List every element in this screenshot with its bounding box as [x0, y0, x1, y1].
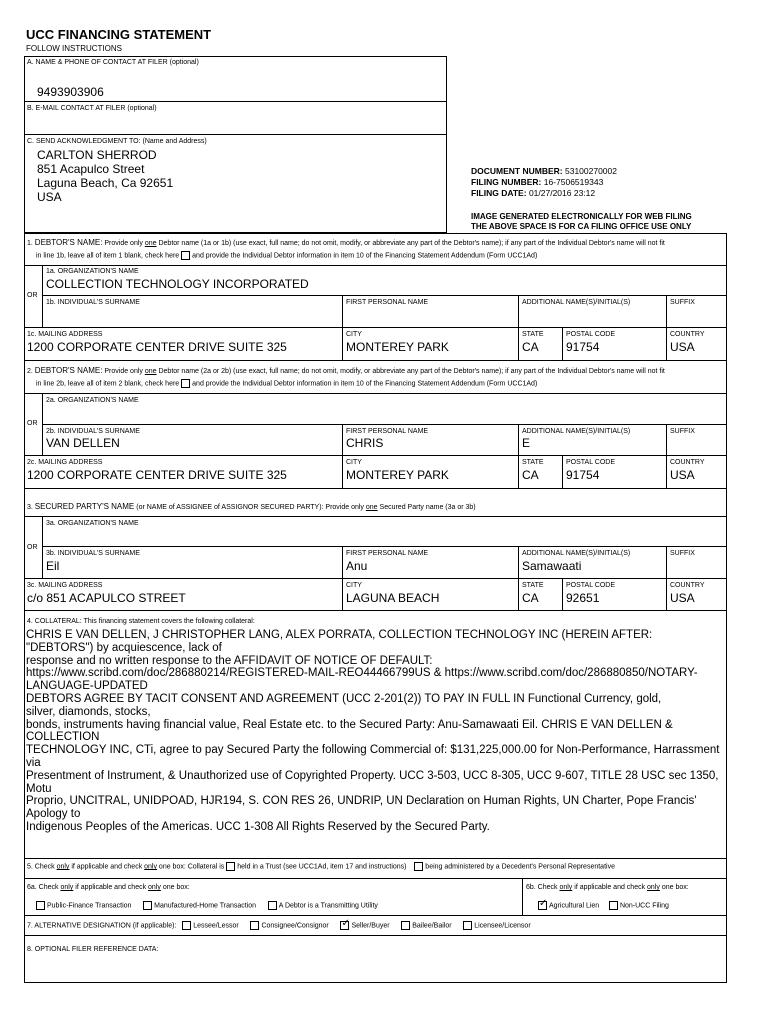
debtor2-city: MONTEREY PARK [346, 468, 449, 482]
image-note: IMAGE GENERATED ELECTRONICALLY FOR WEB FILING [471, 212, 692, 221]
debtor2-additional: E [522, 436, 531, 450]
secured-city-label: CITY [346, 582, 362, 589]
debtor2-surname: VAN DELLEN [46, 436, 120, 450]
debtor1-instructions: 1. DEBTOR'S NAME: Provide only one Debtor name (1a or 1b) (use exact, full name; do not omit, modify, or abbreviate any part of the Debtor's name); if any part of the Individual Debtor's name will not fit [27, 238, 665, 247]
collateral-line: LANGUAGE-UPDATED [26, 680, 148, 693]
debtor2-additional-label: ADDITIONAL NAME(S)/INITIAL(S) [522, 428, 631, 435]
secured-instructions: 3. SECURED PARTY'S NAME (or NAME of ASSIGNEE of ASSIGNOR SECURED PARTY): Provide only one Secured Party name (3a or 3b) [27, 502, 476, 511]
collateral-line: "DEBTORS") by acquiescence, lack of [26, 641, 222, 654]
filing-date: FILING DATE: 01/27/2016 23:12 [471, 188, 596, 198]
debtor2-state-label: STATE [522, 459, 544, 466]
secured-address: c/o 851 ACAPULCO STREET [27, 591, 186, 605]
item6a-options: Public-Finance Transaction Manufactured-Home Transaction A Debtor is a Transmitting Utility [36, 901, 378, 910]
debtor1-country-label: COUNTRY [670, 331, 705, 338]
secured-surname: Eil [46, 559, 60, 573]
collateral-text [26, 629, 724, 834]
debtor2-org-label: 2a. ORGANIZATION'S NAME [46, 397, 139, 404]
item6a-label: 6a. Check only if applicable and check only one box: [27, 884, 190, 891]
debtor2-instructions: 2. DEBTOR'S NAME: Provide only one Debtor name (2a or 2b) (use exact, full name; do not omit, modify, or abbreviate any part of the Debtor's name); if any part of the Individual Debtor's name will not fit [27, 366, 665, 375]
section-a-label: A. NAME & PHONE OF CONTACT AT FILER (optional) [27, 59, 199, 66]
debtor2-country-label: COUNTRY [670, 459, 705, 466]
collateral-line: https://www.scribd.com/doc/286880214/REGISTERED-MAIL-REO44466799US & https://www.scribd.com/doc/286880850/NOTARY- [26, 667, 698, 680]
collateral-line: response and no written response to the AFFIDAVIT OF NOTICE OF DEFAULT: [26, 654, 433, 667]
debtor1-postal: 91754 [566, 340, 600, 354]
secured-state: CA [522, 591, 539, 605]
debtor2-first: CHRIS [346, 436, 384, 450]
lessee-lessor-checkbox[interactable] [182, 921, 191, 930]
debtor2-postal: 91754 [566, 468, 600, 482]
debtor1-first-label: FIRST PERSONAL NAME [346, 299, 429, 306]
debtor1-state-label: STATE [522, 331, 544, 338]
debtor1-city-label: CITY [346, 331, 362, 338]
transmitting-utility-checkbox[interactable] [268, 901, 277, 910]
collateral-line: Indigenous Peoples of the Americas. UCC 1-308 All Rights Reserved by the Secured Party. [26, 820, 490, 833]
item6b-options: ✓Agricultural Lien Non-UCC Filing [538, 901, 669, 910]
debtor2-mailing-label: 2c. MAILING ADDRESS [27, 459, 103, 466]
section-c-label: C. SEND ACKNOWLEDGMENT TO: (Name and Address) [27, 138, 207, 145]
seller-buyer-checkbox[interactable] [340, 921, 349, 930]
collateral-line: CHRIS E VAN DELLEN, J CHRISTOPHER LANG, ALEX PORRATA, COLLECTION TECHNOLOGY INC (HEREIN AFTER: [26, 629, 653, 641]
secured-first: Anu [346, 559, 368, 573]
form-title: UCC FINANCING STATEMENT [26, 27, 212, 42]
secured-city: LAGUNA BEACH [346, 591, 440, 605]
item6b-label: 6b. Check only if applicable and check only one box: [526, 884, 689, 891]
debtor2-addendum-checkbox[interactable] [181, 379, 190, 388]
public-finance-checkbox[interactable] [36, 901, 45, 910]
licensee-licensor-checkbox[interactable] [463, 921, 472, 930]
secured-postal: 92651 [566, 591, 600, 605]
debtor1-address: 1200 CORPORATE CENTER DRIVE SUITE 325 [27, 340, 287, 354]
document-number: DOCUMENT NUMBER: 53100270002 [471, 166, 617, 176]
secured-country-label: COUNTRY [670, 582, 705, 589]
ack-country: USA [37, 190, 62, 204]
secured-state-label: STATE [522, 582, 544, 589]
debtor1-instructions-2: in line 1b, leave all of item 1 blank, check here and provide the Individual Debtor information in item 10 of the Financing Statement Addendum (Form UCC1Ad) [36, 252, 538, 260]
debtor2-state: CA [522, 468, 539, 482]
debtor1-additional-label: ADDITIONAL NAME(S)/INITIAL(S) [522, 299, 631, 306]
ack-name: CARLTON SHERROD [37, 148, 157, 162]
collateral-line: COLLECTION [26, 731, 100, 744]
collateral-line: DEBTORS AGREE BY TACIT CONSENT AND AGREEMENT (UCC 2-201(2)) TO PAY IN FULL IN Functional Currency, gold, [26, 692, 662, 705]
collateral-label: 4. COLLATERAL: This financing statement covers the following collateral: [27, 618, 255, 625]
secured-postal-label: POSTAL CODE [566, 582, 616, 589]
debtor1-org-label: 1a. ORGANIZATION'S NAME [46, 268, 139, 275]
debtor1-country: USA [670, 340, 695, 354]
debtor1-state: CA [522, 340, 539, 354]
secured-org-label: 3a. ORGANIZATION'S NAME [46, 520, 139, 527]
secured-or: OR [27, 544, 38, 551]
office-use-note: THE ABOVE SPACE IS FOR CA FILING OFFICE USE ONLY [471, 222, 692, 231]
secured-additional: Samawaati [522, 559, 582, 573]
debtor2-country: USA [670, 468, 695, 482]
item7-row: 7. ALTERNATIVE DESIGNATION (if applicable): Lessee/Lessor Consignee/Consignor ✓ Seller/Buyer Bailee/Bailor Licensee/Licensor [27, 921, 531, 930]
filer-phone: 9493903906 [37, 85, 104, 99]
debtor1-org-name: COLLECTION TECHNOLOGY INCORPORATED [46, 277, 309, 291]
debtor1-surname-label: 1b. INDIVIDUAL'S SURNAME [46, 299, 140, 306]
debtor2-city-label: CITY [346, 459, 362, 466]
decedent-checkbox[interactable] [414, 862, 423, 871]
secured-country: USA [670, 591, 695, 605]
item8-label: 8. OPTIONAL FILER REFERENCE DATA: [27, 946, 159, 953]
secured-additional-label: ADDITIONAL NAME(S)/INITIAL(S) [522, 550, 631, 557]
debtor1-or: OR [27, 292, 38, 299]
filing-number: FILING NUMBER: 16-7506519343 [471, 177, 604, 187]
secured-suffix-label: SUFFIX [670, 550, 695, 557]
ack-city: Laguna Beach, Ca 92651 [37, 176, 174, 190]
ack-street: 851 Acapulco Street [37, 162, 145, 176]
consignee-consignor-checkbox[interactable] [250, 921, 259, 930]
trust-checkbox[interactable] [226, 862, 235, 871]
debtor1-mailing-label: 1c. MAILING ADDRESS [27, 331, 103, 338]
debtor1-addendum-checkbox[interactable] [181, 251, 190, 260]
collateral-line: bonds, instruments having financial value, Real Estate etc. to the Secured Party: Anu-Samawaati Eil. CHRIS E VAN DELLEN & [26, 718, 673, 731]
debtor1-postal-label: POSTAL CODE [566, 331, 616, 338]
collateral-line: TECHNOLOGY INC, CTi, agree to pay Secured Party the following Commercial of: $131,225,000.00 for Non-Performance, Harrassment [26, 744, 720, 757]
secured-mailing-label: 3c. MAILING ADDRESS [27, 582, 103, 589]
item5-row: 5. Check only if applicable and check only one box: Collateral is held in a Trust (see UCC1Ad, item 17 and instructions) being administered by a Decedent's Personal Representative [27, 863, 615, 871]
debtor2-or: OR [27, 420, 38, 427]
debtor2-instructions-2: in line 2b, leave all of item 2 blank, check here and provide the Individual Debtor information in item 10 of the Financing Statement Addendum (Form UCC1Ad) [36, 380, 538, 388]
secured-surname-label: 3b. INDIVIDUAL'S SURNAME [46, 550, 140, 557]
non-ucc-filing-checkbox[interactable] [609, 901, 618, 910]
debtor2-surname-label: 2b. INDIVIDUAL'S SURNAME [46, 428, 140, 435]
secured-first-label: FIRST PERSONAL NAME [346, 550, 429, 557]
debtor2-suffix-label: SUFFIX [670, 428, 695, 435]
debtor2-address: 1200 CORPORATE CENTER DRIVE SUITE 325 [27, 468, 287, 482]
debtor2-first-label: FIRST PERSONAL NAME [346, 428, 429, 435]
follow-instructions: FOLLOW INSTRUCTIONS [26, 44, 123, 53]
collateral-line: Proprio, UNCITRAL, UNIDPOAD, HJR194, S. CON RES 26, UNDRIP, UN Declaration on Human Rights, UN Charter, Pope Francis' [26, 795, 697, 808]
agricultural-lien-checkbox[interactable] [538, 901, 547, 910]
bailee-bailor-checkbox[interactable] [401, 921, 410, 930]
collateral-line: via [26, 756, 41, 769]
collateral-line: silver, diamonds, stocks, [26, 705, 151, 718]
collateral-line: Motu [26, 782, 52, 795]
debtor1-city: MONTEREY PARK [346, 340, 449, 354]
debtor1-suffix-label: SUFFIX [670, 299, 695, 306]
manufactured-home-checkbox[interactable] [143, 901, 152, 910]
collateral-line: Apology to [26, 808, 81, 821]
debtor2-postal-label: POSTAL CODE [566, 459, 616, 466]
section-b-label: B. E-MAIL CONTACT AT FILER (optional) [27, 105, 157, 112]
collateral-line: Presentment of Instrument, & Unauthorized use of Copyrighted Property. UCC 3-503, UCC 8-305, UCC 9-607, TITLE 28 USC sec 1350, [26, 769, 719, 782]
